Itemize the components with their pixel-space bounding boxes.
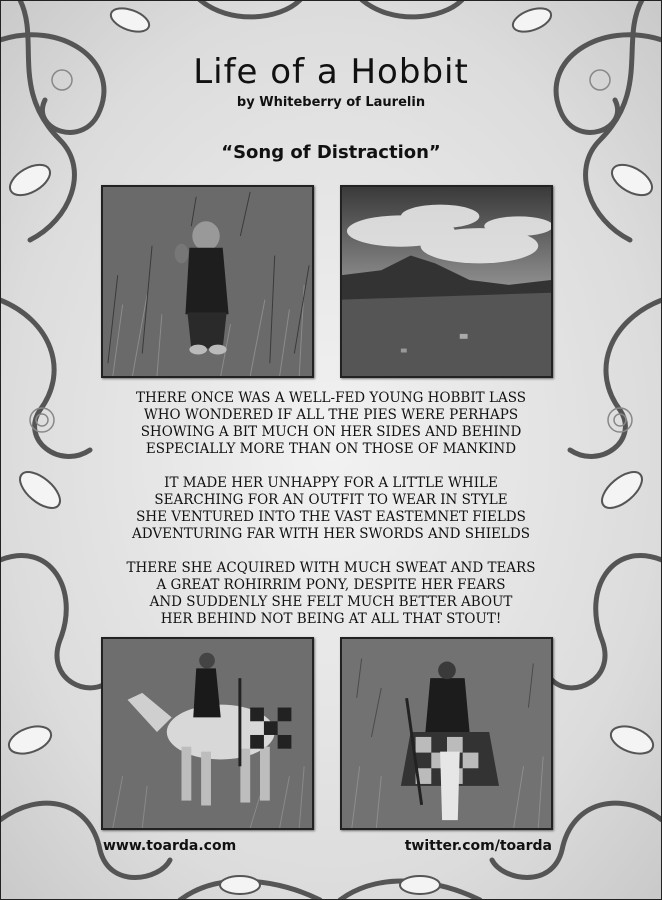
hill-landscape-photo — [340, 185, 553, 378]
poem-line: THERE ONCE WAS A WELL-FED YOUNG HOBBIT LASS — [136, 390, 526, 406]
poem-line: HER BEHIND NOT BEING AT ALL THAT STOUT! — [160, 611, 502, 627]
pony-side-photo — [101, 637, 314, 830]
pony-rear-photo — [340, 637, 553, 830]
poem-line: ADVENTURING FAR WITH HER SWORDS AND SHIELDS — [132, 526, 530, 542]
poem-line: AND SUDDENLY SHE FELT MUCH BETTER ABOUT — [149, 594, 513, 610]
poem-stanza — [100, 475, 562, 543]
poem-line: SEARCHING FOR AN OUTFIT TO WEAR IN STYLE — [154, 492, 508, 508]
poem-stanza — [100, 560, 562, 628]
poster-title: Life of a Hobbit — [193, 52, 469, 92]
poem-line: ESPECIALLY MORE THAN ON THOSE OF MANKIND — [145, 441, 517, 457]
poem — [100, 390, 562, 645]
song-title: “Song of Distraction” — [221, 142, 441, 163]
poem-line: THERE SHE ACQUIRED WITH MUCH SWEAT AND TEARS — [126, 560, 536, 576]
hobbit-standing-photo — [101, 185, 314, 378]
poem-line: WHO WONDERED IF ALL THE PIES WERE PERHAPS — [143, 407, 519, 423]
poem-line: SHE VENTURED INTO THE VAST EASTEMNET FIELDS — [136, 509, 526, 525]
poem-stanza — [100, 390, 562, 458]
poem-line: A GREAT ROHIRRIM PONY, DESPITE HER FEARS — [156, 577, 506, 593]
author-byline: by Whiteberry of Laurelin — [236, 95, 426, 110]
poem-line: SHOWING A BIT MUCH ON HER SIDES AND BEHIND — [140, 424, 522, 440]
poem-line: IT MADE HER UNHAPPY FOR A LITTLE WHILE — [164, 475, 498, 491]
website-link[interactable]: www.toarda.com — [103, 838, 237, 854]
twitter-link[interactable]: twitter.com/toarda — [404, 838, 552, 854]
